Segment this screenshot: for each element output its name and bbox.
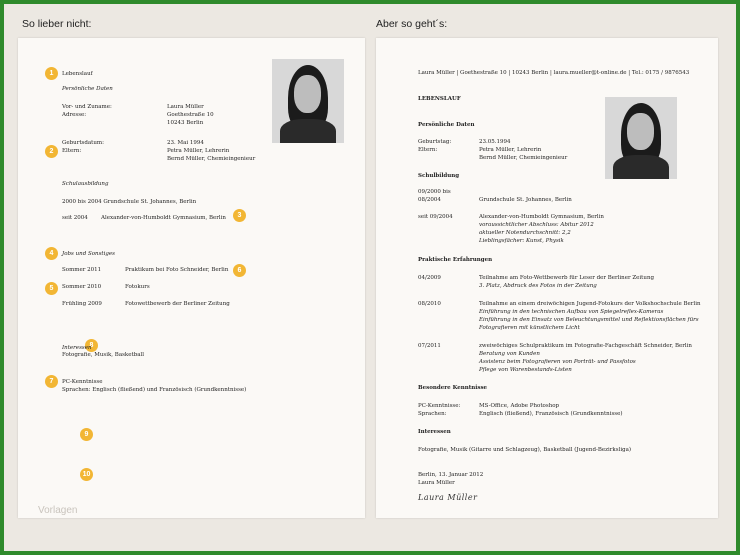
name-label: Vor- und Zuname: [62,104,112,110]
pc-label-right: PC-Kenntnisse: [418,403,461,409]
school-1: 2000 bis 2004 Grundschule St. Johannes, Berlin [62,199,197,205]
heading-good-example: Aber so geht´s: [376,18,448,30]
exp-2-detail-1: Einführung in den technischen Aufbau von Spiegelreflex-Kameras [479,309,664,315]
bad-cv-page [18,38,365,518]
exp-3: zweiwöchiges Schulpraktikum im Fotografie-Fachgeschäft Schneider, Berlin [479,343,692,349]
signer-name: Laura Müller [418,480,455,486]
lang-label-right: Sprachen: [418,411,447,417]
school-2: Alexander-von-Humboldt Gymnasium, Berlin [101,215,226,221]
school-2-detail-3: Lieblingsfächer: Kunst, Physik [479,238,564,244]
badge-6: 6 [233,264,246,277]
exp-2-date: 08/2010 [418,301,441,307]
heading-bad-example: So lieber nicht: [22,18,92,30]
pc-value: Sprachen: Englisch (fließend) und Französisch (Grundkenntnisse) [62,387,247,393]
contact-line: Laura Müller | Goethestraße 10 | 10243 Berlin | laura.mueller@t-online.de | Tel.: 0175 / 9876543 [418,70,690,76]
job-2-date: Sommer 2010 [62,284,102,290]
school-2-detail-1: voraussichtlicher Abschluss: Abitur 2012 [479,222,594,228]
name-value: Laura Müller [167,104,204,110]
exp-2: Teilnahme an einem dreiwöchigen Jugend-Fotokurs der Volkshochschule Berlin [479,301,701,307]
badge-8: 8 [85,339,98,352]
school-2-right: Alexander-von-Humboldt Gymnasium, Berlin [479,214,604,220]
job-1: Praktikum bei Foto Schneider, Berlin [125,267,229,273]
school-2-date-right: seit 09/2004 [418,214,453,220]
exp-2-detail-2: Einführung in den Einsatz von Beleuchtungsmittel und Reflektionsflächen fürs [479,317,699,323]
good-cv-page [376,38,718,518]
parents-line-2: Bernd Müller, Chemieingenieur [167,156,256,162]
birth-value: 23. Mai 1994 [167,140,204,146]
job-2: Fotokurs [125,284,150,290]
lang-value-right: Englisch (fließend), Französisch (Grundkenntnisse) [479,411,623,417]
parents-line-1-right: Petra Müller, Lehrerin [479,147,542,153]
badge-4: 4 [45,247,58,260]
interests-value: Fotografie, Musik, Basketball [62,352,145,358]
address-line-2: 10243 Berlin [167,120,204,126]
badge-9: 9 [80,428,93,441]
job-3: Fotowettbewerb der Berliner Zeitung [125,301,230,307]
section-school: Schulausbildung [62,181,109,187]
birth-label-right: Geburtstag: [418,139,452,145]
badge-3: 3 [233,209,246,222]
address-line-1: Goethestraße 10 [167,112,214,118]
pc-value-right: MS-Office, Adobe Photoshop [479,403,560,409]
exp-1-detail-1: 3. Platz, Abdruck des Fotos in der Zeitung [479,283,597,289]
place-date: Berlin, 13. Januar 2012 [418,472,484,478]
applicant-photo-right [605,97,677,179]
cv-title: Lebenslauf [62,71,93,77]
applicant-photo-left [272,59,344,143]
section-personal-right: Persönliche Daten [418,122,475,128]
job-3-date: Frühling 2009 [62,301,102,307]
exp-2-detail-3: Fotografieren mit künstlichem Licht [479,325,580,331]
badge-2: 2 [45,145,58,158]
exp-3-date: 07/2011 [418,343,441,349]
section-school-right: Schulbildung [418,173,460,179]
section-jobs: Jobs und Sonstiges [62,251,115,257]
exp-1: Teilnahme am Foto-Wettbewerb für Leser der Berliner Zeitung [479,275,655,281]
parents-line-2-right: Bernd Müller, Chemieingenieur [479,155,568,161]
exp-1-date: 04/2009 [418,275,441,281]
school-1-date-a: 09/2000 bis [418,189,451,195]
school-1-date-b: 08/2004 [418,197,441,203]
badge-5: 5 [45,282,58,295]
badge-7: 7 [45,375,58,388]
school-2-detail-2: aktueller Notendurchschnitt: 2,2 [479,230,571,236]
badge-10: 10 [80,468,93,481]
handwritten-signature: Laura Müller [418,493,478,502]
badge-1: 1 [45,67,58,80]
parents-label-right: Eltern: [418,147,438,153]
birth-value-right: 23.05.1994 [479,139,511,145]
job-1-date: Sommer 2011 [62,267,102,273]
school-2-date: seit 2004 [62,215,88,221]
exp-3-detail-3: Pflege von Warenbestands-Listen [479,367,572,373]
section-interests-right: Interessen [418,429,451,435]
section-personal: Persönliche Daten [62,86,113,92]
interests-value-right: Fotografie, Musik (Gitarre und Schlagzeug), Basketball (Jugend-Bezirksliga) [418,447,632,453]
parents-line-1: Petra Müller, Lehrerin [167,148,230,154]
watermark-text: Vorlagen [38,505,78,516]
cv-title-right: LEBENSLAUF [418,96,461,102]
section-pc: PC-Kenntnisse [62,379,103,385]
school-1-right: Grundschule St. Johannes, Berlin [479,197,572,203]
section-experience: Praktische Erfahrungen [418,257,493,263]
section-interests: Interessen [62,345,92,351]
exp-3-detail-1: Beratung von Kunden [479,351,540,357]
parents-label: Eltern: [62,148,82,154]
section-skills: Besondere Kenntnisse [418,385,488,391]
address-label: Adresse: [62,112,87,118]
exp-3-detail-2: Assistenz beim Fotografieren von Porträt- und Passfotos [479,359,636,365]
birth-label: Geburtsdatum: [62,140,104,146]
